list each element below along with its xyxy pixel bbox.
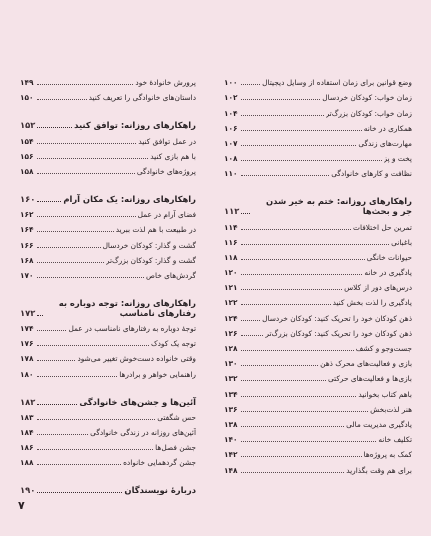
- toc-entry: [224, 216, 412, 231]
- toc-entry: [224, 72, 412, 87]
- toc-page-number: ۱۵۸: [20, 166, 34, 176]
- entry-title: حیوانات خانگی: [366, 252, 412, 262]
- toc-entry: [20, 250, 196, 265]
- dot-leader: [241, 350, 354, 351]
- toc-page-number: ۱۸۳: [20, 412, 34, 422]
- toc-entry: [20, 146, 196, 161]
- section-title: راهکارهای روزانه: توافق کنید: [74, 120, 196, 131]
- toc-section-heading: [20, 186, 196, 204]
- toc-page-number: ۱۶۴: [20, 225, 34, 235]
- toc-page-number: ۱۰۴: [224, 108, 238, 118]
- entry-title: وقتی خانواده دست‌خوش تغییر می‌شود: [77, 354, 196, 364]
- toc-entry: [20, 204, 196, 219]
- entry-title: پخت و پز: [383, 154, 412, 164]
- dot-leader: [241, 320, 261, 321]
- section-gap: [20, 379, 196, 385]
- toc-left-column: [20, 72, 196, 495]
- toc-entry: [224, 307, 412, 322]
- entry-title: توجه یک کودک: [150, 339, 196, 349]
- dot-leader: [241, 130, 362, 131]
- toc-entry: [224, 429, 412, 444]
- entry-title: یادگیری در خانه: [364, 268, 412, 278]
- entry-title: جشن فصل‌ها: [155, 443, 196, 453]
- toc-page-number: ۱۷۲: [20, 307, 36, 318]
- dot-leader: [37, 449, 154, 450]
- toc-section-heading: [224, 188, 412, 216]
- section-title: راهکارهای روزانه: ختم به خیر شدن جر و بحث‌ها: [266, 196, 412, 217]
- toc-section-heading: [20, 290, 196, 318]
- dot-leader: [241, 396, 357, 397]
- dot-leader: [37, 173, 135, 174]
- toc-page-number: ۱۳۰: [224, 359, 238, 369]
- toc-page-number: ۱۵۲: [20, 120, 36, 131]
- dot-leader: [241, 84, 261, 85]
- dot-leader: [37, 143, 137, 144]
- toc-page-number: ۱۴۹: [20, 78, 34, 88]
- entry-title: گردش‌های خاص: [146, 270, 196, 280]
- toc-page-number: ۱۳۴: [224, 389, 238, 399]
- entry-title: در عمل توافق کنید: [138, 136, 196, 146]
- toc-page-number: ۱۰۶: [224, 123, 238, 133]
- section-gap: [224, 178, 412, 184]
- dot-leader: [37, 158, 149, 159]
- toc-entry: [224, 399, 412, 414]
- toc-entry: [224, 338, 412, 353]
- toc-page-number: ۱۶۲: [20, 210, 34, 220]
- dot-leader: [241, 259, 365, 260]
- toc-page-number: ۱۸۶: [20, 443, 34, 453]
- toc-page-number: ۱۱۴: [224, 222, 238, 232]
- entry-title: برای هم وقت بگذارید: [346, 465, 412, 475]
- toc-page-number: ۱۷۰: [20, 270, 34, 280]
- toc-entry: [20, 437, 196, 452]
- entry-title: مهارت‌های زندگی: [358, 138, 412, 148]
- section-gap: [20, 467, 196, 473]
- toc-page-number: ۱۵۴: [20, 136, 34, 146]
- toc-entry: [20, 318, 196, 333]
- toc-section-heading: [20, 477, 196, 495]
- entry-title: زمان خواب: کودکان بزرگ‌تر: [325, 108, 412, 118]
- toc-entry: [224, 414, 412, 429]
- dot-leader: [37, 277, 145, 278]
- toc-entry: [20, 407, 196, 422]
- toc-entry: [224, 383, 412, 398]
- entry-title: در طبیعت با هم لذت ببرید: [115, 225, 196, 235]
- toc-entry: [20, 363, 196, 378]
- toc-page-number: ۱۷۸: [20, 354, 34, 364]
- toc-page-number: ۱۵۶: [20, 151, 34, 161]
- toc-entry: [20, 72, 196, 87]
- entry-title: فضای آرام در عمل: [137, 210, 196, 220]
- toc-page-number: ۱۳۸: [224, 419, 238, 429]
- dot-leader: [37, 404, 77, 405]
- dot-leader: [241, 229, 351, 230]
- dot-leader: [241, 115, 324, 116]
- toc-entry: [224, 368, 412, 383]
- entry-title: ذهن کودکان خود را تحریک کنید: کودکان خردسال: [262, 313, 412, 323]
- dot-leader: [37, 464, 122, 465]
- dot-leader: [241, 335, 264, 336]
- dot-leader: [37, 492, 122, 493]
- toc-entry: [224, 232, 412, 247]
- dot-leader: [241, 289, 343, 290]
- dot-leader: [37, 345, 149, 346]
- entry-title: راهنمایی خواهر و برادرها: [119, 369, 196, 379]
- dot-leader: [37, 434, 89, 435]
- dot-leader: [241, 145, 357, 146]
- entry-title: نظافت و کارهای خانوادگی: [331, 169, 412, 179]
- section-title: راهکارهای روزانه: توجه دوباره به رفتارهای نامناسب: [58, 297, 196, 318]
- toc-entry: [224, 323, 412, 338]
- entry-title: پروژه‌های خانوادگی: [136, 166, 196, 176]
- toc-entry: [20, 452, 196, 467]
- entry-title: ذهن کودکان خود را تحریک کنید: کودکان بزرگ‌تر: [265, 328, 412, 338]
- entry-title: پرورش خانوادهٔ خود: [135, 78, 196, 88]
- toc-entry: [20, 130, 196, 145]
- entry-title: همکاری در خانه: [363, 123, 412, 133]
- dot-leader: [37, 419, 156, 420]
- dot-leader: [241, 160, 382, 161]
- toc-entry: [20, 87, 196, 102]
- entry-title: حس شگفتی: [157, 412, 196, 422]
- dot-leader: [241, 213, 250, 214]
- toc-page-number: ۱۳۲: [224, 374, 238, 384]
- toc-entry: [224, 163, 412, 178]
- toc-entry: [20, 422, 196, 437]
- dot-leader: [241, 411, 369, 412]
- dot-leader: [241, 380, 326, 381]
- toc-page-number: ۱۰۰: [224, 78, 238, 88]
- entry-title: باغبانی: [391, 237, 412, 247]
- toc-page-number: ۱۴۸: [224, 465, 238, 475]
- entry-title: یادگیری مدیریت مالی: [346, 419, 412, 429]
- entry-title: درس‌های دور از کلاس: [344, 283, 412, 293]
- dot-leader: [37, 201, 61, 202]
- toc-entry: [20, 333, 196, 348]
- toc-page-number: ۱۶۰: [20, 193, 36, 204]
- toc-page-number: ۱۲۰: [224, 268, 238, 278]
- section-gap: [20, 280, 196, 286]
- toc-entry: [224, 444, 412, 459]
- toc-page-number: ۱۴۰: [224, 435, 238, 445]
- dot-leader: [37, 376, 118, 377]
- toc-page-number: ۱۱۸: [224, 252, 238, 262]
- toc-entry: [20, 348, 196, 363]
- toc-entry: [224, 262, 412, 277]
- toc-page-number: ۱۱۲: [224, 206, 240, 217]
- section-title: دربارهٔ نویسندگان: [124, 485, 196, 496]
- toc-entry: [224, 353, 412, 368]
- dot-leader: [241, 441, 377, 442]
- dot-leader: [241, 304, 331, 305]
- section-title: راهکارهای روزانه: یک مکان آرام: [63, 193, 196, 204]
- dot-leader: [37, 99, 87, 100]
- toc-page-number: ۱۰۸: [224, 154, 238, 164]
- toc-entry: [224, 247, 412, 262]
- toc-page-number: ۱۸۰: [20, 369, 34, 379]
- dot-leader: [37, 231, 114, 232]
- toc-entry: [20, 161, 196, 176]
- toc-page-number: ۱۲۱: [224, 283, 238, 293]
- toc-entry: [224, 148, 412, 163]
- toc-page-number: ۱۲۸: [224, 344, 238, 353]
- section-gap: [20, 102, 196, 108]
- toc-page-number: ۱۸۴: [20, 428, 34, 437]
- toc-page-number: ۱۰۲: [224, 93, 238, 103]
- toc-entry: [20, 234, 196, 249]
- section-gap: [20, 176, 196, 182]
- toc-section-heading: [20, 389, 196, 407]
- toc-entry: [224, 87, 412, 102]
- entry-title: بازی‌ها و فعالیت‌های حرکتی: [327, 374, 412, 384]
- entry-title: جشن گردهمایی خانواده: [123, 458, 196, 468]
- toc-page-number: ۱۵۰: [20, 93, 34, 103]
- toc-page-number: ۱۸۲: [20, 396, 36, 407]
- toc-entry: [20, 265, 196, 280]
- dot-leader: [37, 262, 104, 263]
- toc-page-number: ۱۲۶: [224, 328, 238, 338]
- toc-page-number: ۱۶۶: [20, 240, 34, 250]
- toc-page-number: ۱۳۶: [224, 404, 238, 414]
- entry-title: گشت و گذار: کودکان بزرگ‌تر: [105, 255, 196, 265]
- entry-title: زمان خواب: کودکان خردسال: [322, 93, 412, 103]
- toc-page-number: ۱۹۰: [20, 485, 36, 496]
- toc-page-number: ۱۴۲: [224, 450, 238, 460]
- toc-page-number: ۱۸۸: [20, 458, 34, 468]
- section-title: آئین‌ها و جشن‌های خانوادگی: [79, 396, 196, 407]
- entry-title: گشت و گذار: کودکان خردسال: [102, 240, 196, 250]
- toc-page-number: ۱۱۶: [224, 237, 238, 247]
- dot-leader: [241, 99, 321, 100]
- entry-title: با هم بازی کنید: [150, 151, 196, 161]
- toc-page-number: ۱۷۶: [20, 339, 34, 349]
- toc-entry: [224, 277, 412, 292]
- dot-leader: [241, 472, 345, 473]
- toc-entry: [224, 292, 412, 307]
- toc-page-number: ۱۰۷: [224, 138, 238, 148]
- entry-title: باهم کتاب بخوانید: [358, 389, 412, 399]
- entry-title: یادگیری را لذت بخش کنید: [332, 298, 412, 308]
- entry-title: وضع قوانین برای زمان استفاده از وسایل دیجیتال: [262, 78, 412, 88]
- toc-entry: [224, 459, 412, 474]
- entry-title: کمک به پروژه‌ها: [363, 450, 412, 460]
- toc-section-heading: [20, 112, 196, 130]
- entry-title: تکلیف خانه: [378, 435, 412, 445]
- toc-entry: [224, 102, 412, 117]
- entry-title: داستان‌های خانوادگی را تعریف کنید: [88, 93, 196, 103]
- dot-leader: [37, 216, 136, 217]
- entry-title: هنر لذت‌بخش: [370, 404, 412, 414]
- toc-page-number: ۱۱۰: [224, 169, 238, 179]
- dot-leader: [241, 274, 363, 275]
- dot-leader: [241, 456, 362, 457]
- toc-page-number: ۱۲۲: [224, 298, 238, 308]
- dot-leader: [37, 247, 101, 248]
- toc-entry: [20, 219, 196, 234]
- dot-leader: [241, 244, 390, 245]
- toc-entry: [224, 118, 412, 133]
- dot-leader: [241, 365, 319, 366]
- toc-entry: [224, 133, 412, 148]
- entry-title: جست‌وجو و کشف: [355, 344, 412, 353]
- entry-title: تمرین حل اختلافات: [353, 222, 412, 232]
- entry-title: بازی و فعالیت‌های محرک ذهن: [320, 359, 412, 369]
- entry-title: آئین‌های روزانه در زندگی خانوادگی: [90, 428, 196, 437]
- dot-leader: [37, 84, 134, 85]
- dot-leader: [241, 175, 330, 176]
- dot-leader: [37, 127, 72, 128]
- entry-title: توجهٔ دوباره به رفتارهای نامناسب در عمل: [68, 324, 196, 334]
- page-number: ۷: [18, 499, 25, 512]
- dot-leader: [37, 330, 67, 331]
- toc-right-column: [224, 72, 412, 475]
- toc-page-number: ۱۷۴: [20, 324, 34, 334]
- toc-page-number: ۱۶۸: [20, 255, 34, 265]
- toc-page-number: ۱۲۴: [224, 313, 238, 323]
- dot-leader: [37, 360, 76, 361]
- dot-leader: [37, 315, 43, 316]
- dot-leader: [241, 426, 345, 427]
